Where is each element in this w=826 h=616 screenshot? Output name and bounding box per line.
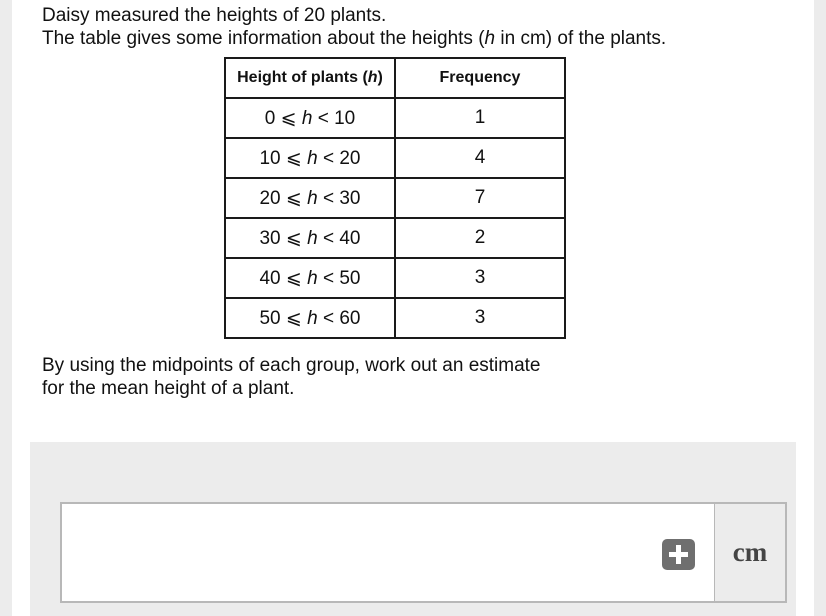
table-body [225, 98, 565, 338]
le-symbol: ⩽ [285, 307, 302, 329]
table-row [225, 298, 565, 338]
table-header-row [225, 58, 565, 98]
height-var: h [307, 227, 318, 249]
height-range-cell [225, 218, 395, 258]
prompt-line-1: By using the midpoints of each group, work out an estimate [42, 355, 541, 376]
frequency-column-header: Frequency [395, 58, 565, 98]
le-symbol: ⩽ [285, 147, 302, 169]
intro-line-2-post: in cm) of the plants. [495, 28, 667, 49]
frequency-cell: 3 [395, 298, 565, 338]
upper-bound: 30 [339, 187, 361, 209]
lt-symbol: < [322, 227, 335, 249]
upper-bound: 10 [334, 107, 356, 129]
le-symbol: ⩽ [285, 187, 302, 209]
height-var: h [301, 107, 313, 129]
le-symbol: ⩽ [285, 227, 302, 249]
le-symbol: ⩽ [285, 267, 302, 289]
lt-symbol: < [322, 187, 335, 209]
upper-bound: 40 [339, 227, 361, 249]
frequency-cell: 4 [395, 138, 565, 178]
height-range-cell [225, 298, 395, 338]
intro-line-2-pre: The table gives some information about the heights ( [42, 28, 485, 49]
intro-line-2-var: h [484, 28, 496, 49]
lt-symbol: < [322, 267, 335, 289]
height-header-var: h [367, 69, 378, 86]
upper-bound: 20 [339, 147, 361, 169]
height-header-post: ) [377, 69, 383, 86]
height-var: h [307, 307, 318, 329]
table-row [225, 138, 565, 178]
table-row [225, 98, 565, 138]
lower-bound: 0 [264, 107, 276, 129]
frequency-cell: 2 [395, 218, 565, 258]
upper-bound: 50 [339, 267, 361, 289]
frequency-table [224, 57, 566, 339]
lt-symbol: < [322, 307, 335, 329]
prompt-line-2: for the mean height of a plant. [42, 378, 295, 399]
height-column-header [225, 58, 395, 98]
unit-label: cm [714, 502, 787, 603]
intro-line-2 [42, 27, 666, 50]
height-var: h [307, 187, 318, 209]
le-symbol: ⩽ [280, 107, 297, 129]
table-row [225, 178, 565, 218]
answer-box [60, 502, 716, 603]
lower-bound: 40 [259, 267, 281, 289]
frequency-cell: 3 [395, 258, 565, 298]
intro-line-1: Daisy measured the heights of 20 plants. [42, 5, 387, 26]
height-var: h [307, 147, 318, 169]
lower-bound: 20 [259, 187, 281, 209]
lower-bound: 50 [259, 307, 281, 329]
lower-bound: 30 [259, 227, 281, 249]
plus-square-icon[interactable] [662, 539, 695, 570]
height-range-cell [225, 178, 395, 218]
height-header-pre: Height of plants ( [237, 69, 368, 86]
frequency-cell: 7 [395, 178, 565, 218]
lt-symbol: < [322, 147, 335, 169]
upper-bound: 60 [339, 307, 361, 329]
height-range-cell [225, 258, 395, 298]
lt-symbol: < [317, 107, 329, 129]
height-range-cell [225, 98, 395, 138]
answer-input[interactable] [70, 512, 654, 593]
height-range-cell [225, 138, 395, 178]
lower-bound: 10 [259, 147, 281, 169]
frequency-cell: 1 [395, 98, 565, 138]
height-var: h [307, 267, 318, 289]
table-row [225, 258, 565, 298]
table-row [225, 218, 565, 258]
